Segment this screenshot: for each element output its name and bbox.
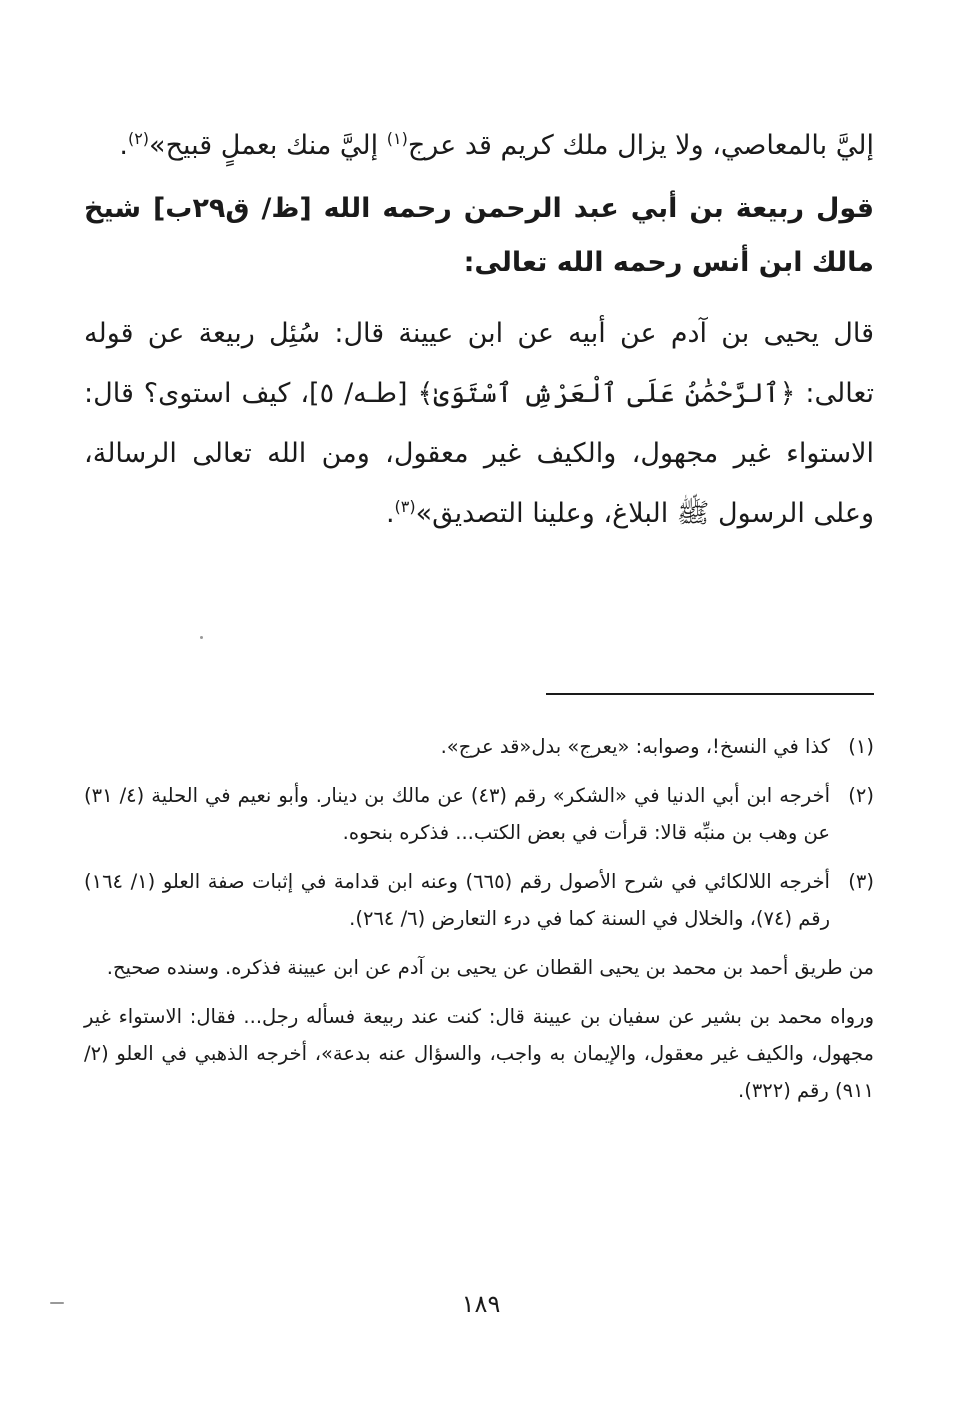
- footnote-separator: [546, 693, 874, 695]
- footnote-text: أخرجه اللالكائي في شرح الأصول رقم (٦٦٥) وعنه ابن قدامة في إثبات صفة العلو (١/ ١٦٤) رقم (٧٤)، والخلال في السنة كما في درء التعارض (٦/ ٢٦٤).: [84, 870, 830, 930]
- footnote-3-continuation: ورواه محمد بن بشير عن سفيان بن عيينة قال: كنت عند ربيعة فسأله رجل... فقال: الاستواء غير مجهول، والكيف غير معقول، والإيمان به واجب، والسؤال عنه بدعة»، أخرجه الذهبي في العلو (٢/ ٩١١) رقم (٣٢٢).: [84, 1005, 874, 1102]
- scan-speck: [200, 636, 203, 639]
- body-paragraph: [84, 304, 874, 544]
- footnote-text: كذا في النسخ!، وصوابه: «يعرج» بدل«قد عرج».: [440, 735, 830, 758]
- footnote-text: أخرجه ابن أبي الدنيا في «الشكر» رقم (٤٣) عن مالك بن دينار. وأبو نعيم في الحلية (٤/ ٣١) عن وهب بن منبِّه قالا: قرأت في بعض الكتب... فذكره بنحوه.: [84, 784, 830, 844]
- text-span: .: [385, 498, 395, 529]
- continued-paragraph: [84, 118, 874, 174]
- main-text: [84, 118, 874, 544]
- footnote-3: [84, 863, 874, 937]
- footnote-3-continuation: من طريق أحمد بن محمد بن يحيى القطان عن يحيى بن آدم عن ابن عيينة فذكره. وسنده صحيح.: [106, 956, 874, 979]
- footnote-number: (١): [848, 735, 874, 758]
- section-heading: قول ربيعة بن أبي عبد الرحمن رحمه الله [ظ/ ق٢٩ب] شيخ مالك ابن أنس رحمه الله تعالى:: [84, 193, 874, 278]
- footnote-1: [84, 728, 874, 765]
- text-span: [طـه/ ٥]، كيف استوى؟ قال: الاستواء غير مجهول، والكيف غير معقول، ومن الله تعالى الرسالة، وعلى الرسول ﷺ البلاغ، وعلينا التصديق»: [84, 378, 874, 529]
- footnote-number: (٣): [848, 870, 874, 893]
- scan-speck: [50, 1302, 64, 1304]
- footnote-2: [84, 777, 874, 851]
- footnote-ref-1[interactable]: (١): [386, 129, 408, 148]
- quran-verse: ﴿ٱلرَّحْمَٰنُ عَلَى ٱلْعَرْشِ ٱسْتَوَىٰ﴾: [417, 378, 796, 409]
- footnote-ref-3[interactable]: (٣): [394, 497, 416, 516]
- footnotes: [84, 728, 874, 1121]
- text-span: .: [119, 130, 128, 161]
- footnote-number: (٢): [848, 784, 874, 807]
- footnote-ref-2[interactable]: (٢): [127, 129, 150, 148]
- text-span: إليَّ منك بعملٍ قبيح»: [149, 130, 387, 161]
- text-span: إليَّ بالمعاصي، ولا يزال ملك كريم قد عرج: [407, 130, 874, 161]
- text-span: قال يحيى بن آدم عن أبيه عن ابن عيينة قال: سُئِل ربيعة عن قوله تعالى:: [84, 318, 875, 409]
- page-number: ١٨٩: [461, 1290, 501, 1318]
